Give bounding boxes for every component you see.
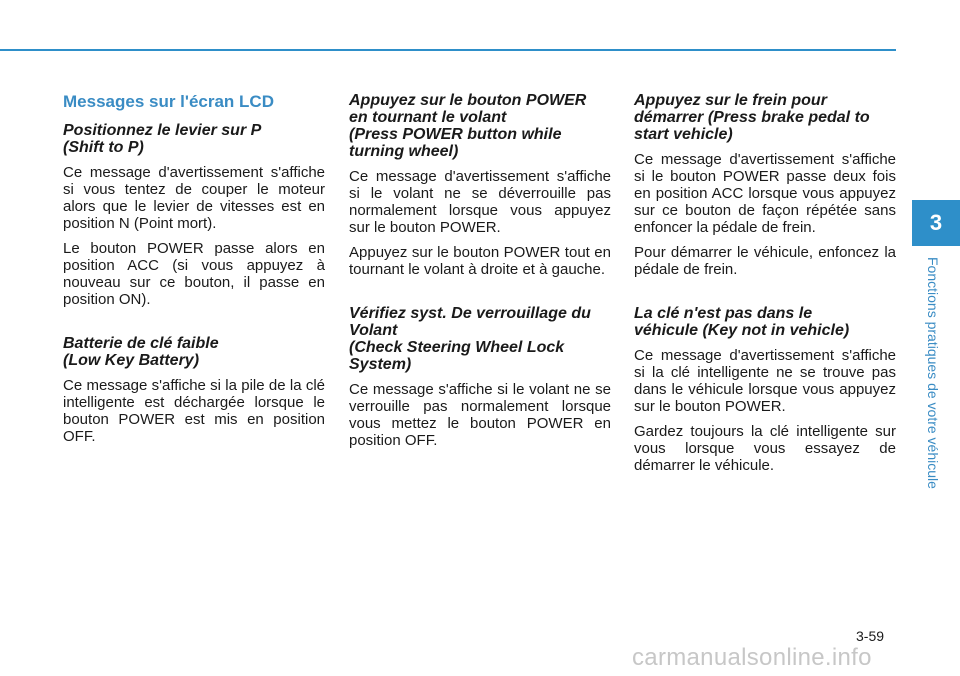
paragraph: Pour démarrer le véhicule, enfoncez la pédale de frein. — [634, 244, 896, 278]
paragraph: Ce message d'avertissement s'affiche si la clé intelligente ne se trouve pas dans le véhicule lorsque vous appuyez sur le bouton POWER. — [634, 347, 896, 415]
heading-line: (Check Steering Wheel Lock — [349, 339, 565, 356]
chapter-title: Fonctions pratiques de votre véhicule — [925, 257, 941, 489]
column-3 — [634, 92, 896, 482]
heading-line: (Press POWER button while — [349, 126, 562, 143]
heading-line: start vehicle) — [634, 126, 733, 143]
message-heading — [63, 122, 325, 156]
paragraph: Le bouton POWER passe alors en position ACC (si vous appuyez à nouveau sur ce bouton, il passe en position ON). — [63, 240, 325, 308]
paragraph: Ce message s'affiche si le volant ne se verrouille pas normalement lorsque vous mettez le bouton POWER en position OFF. — [349, 381, 611, 449]
paragraph: Ce message d'avertissement s'affiche si le bouton POWER passe deux fois en position ACC lorsque vous appuyez sur ce bouton de façon répétée sans enfoncer la pédale de frein. — [634, 151, 896, 236]
paragraph: Ce message s'affiche si la pile de la clé intelligente est déchargée lorsque le bouton POWER est mis en position OFF. — [63, 377, 325, 445]
heading-line: turning wheel) — [349, 143, 459, 160]
top-rule — [0, 49, 896, 51]
heading-line: (Low Key Battery) — [63, 352, 200, 369]
message-heading — [63, 335, 325, 369]
heading-line: en tournant le volant — [349, 109, 507, 126]
heading-line: Vérifiez syst. De verrouillage du — [349, 305, 591, 322]
message-heading — [349, 305, 611, 373]
heading-line: Appuyez sur le frein pour — [634, 92, 827, 109]
paragraph: Gardez toujours la clé intelligente sur vous lorsque vous essayez de démarrer le véhicule. — [634, 423, 896, 474]
heading-line: Volant — [349, 322, 398, 339]
message-block — [634, 92, 896, 278]
paragraph: Appuyez sur le bouton POWER tout en tournant le volant à droite et à gauche. — [349, 244, 611, 278]
heading-line: véhicule (Key not in vehicle) — [634, 322, 850, 339]
heading-line: La clé n'est pas dans le — [634, 305, 813, 322]
message-block — [634, 305, 896, 474]
page-number: 3-59 — [856, 628, 885, 644]
paragraph: Ce message d'avertissement s'affiche si vous tentez de couper le moteur alors que le levier de vitesses est en position N (Point mort). — [63, 164, 325, 232]
message-heading — [634, 305, 896, 339]
heading-line: démarrer (Press brake pedal to — [634, 109, 870, 126]
paragraph: Ce message d'avertissement s'affiche si le volant ne se déverrouille pas normalement lorsque vous appuyez sur le bouton POWER. — [349, 168, 611, 236]
heading-line: System) — [349, 356, 412, 373]
column-2 — [349, 92, 611, 457]
heading-line: Appuyez sur le bouton POWER — [349, 92, 587, 109]
message-block — [349, 305, 611, 449]
heading-line: Positionnez le levier sur P — [63, 122, 262, 139]
message-block — [63, 335, 325, 445]
chapter-tab: 3 — [912, 200, 960, 246]
message-block — [63, 122, 325, 308]
section-title: Messages sur l'écran LCD — [63, 92, 274, 111]
message-block — [349, 92, 611, 278]
message-heading — [349, 92, 611, 160]
heading-line: (Shift to P) — [63, 139, 144, 156]
message-heading — [634, 92, 896, 143]
heading-line: Batterie de clé faible — [63, 335, 219, 352]
column-1 — [63, 92, 325, 453]
watermark: carmanualsonline.info — [632, 644, 872, 671]
